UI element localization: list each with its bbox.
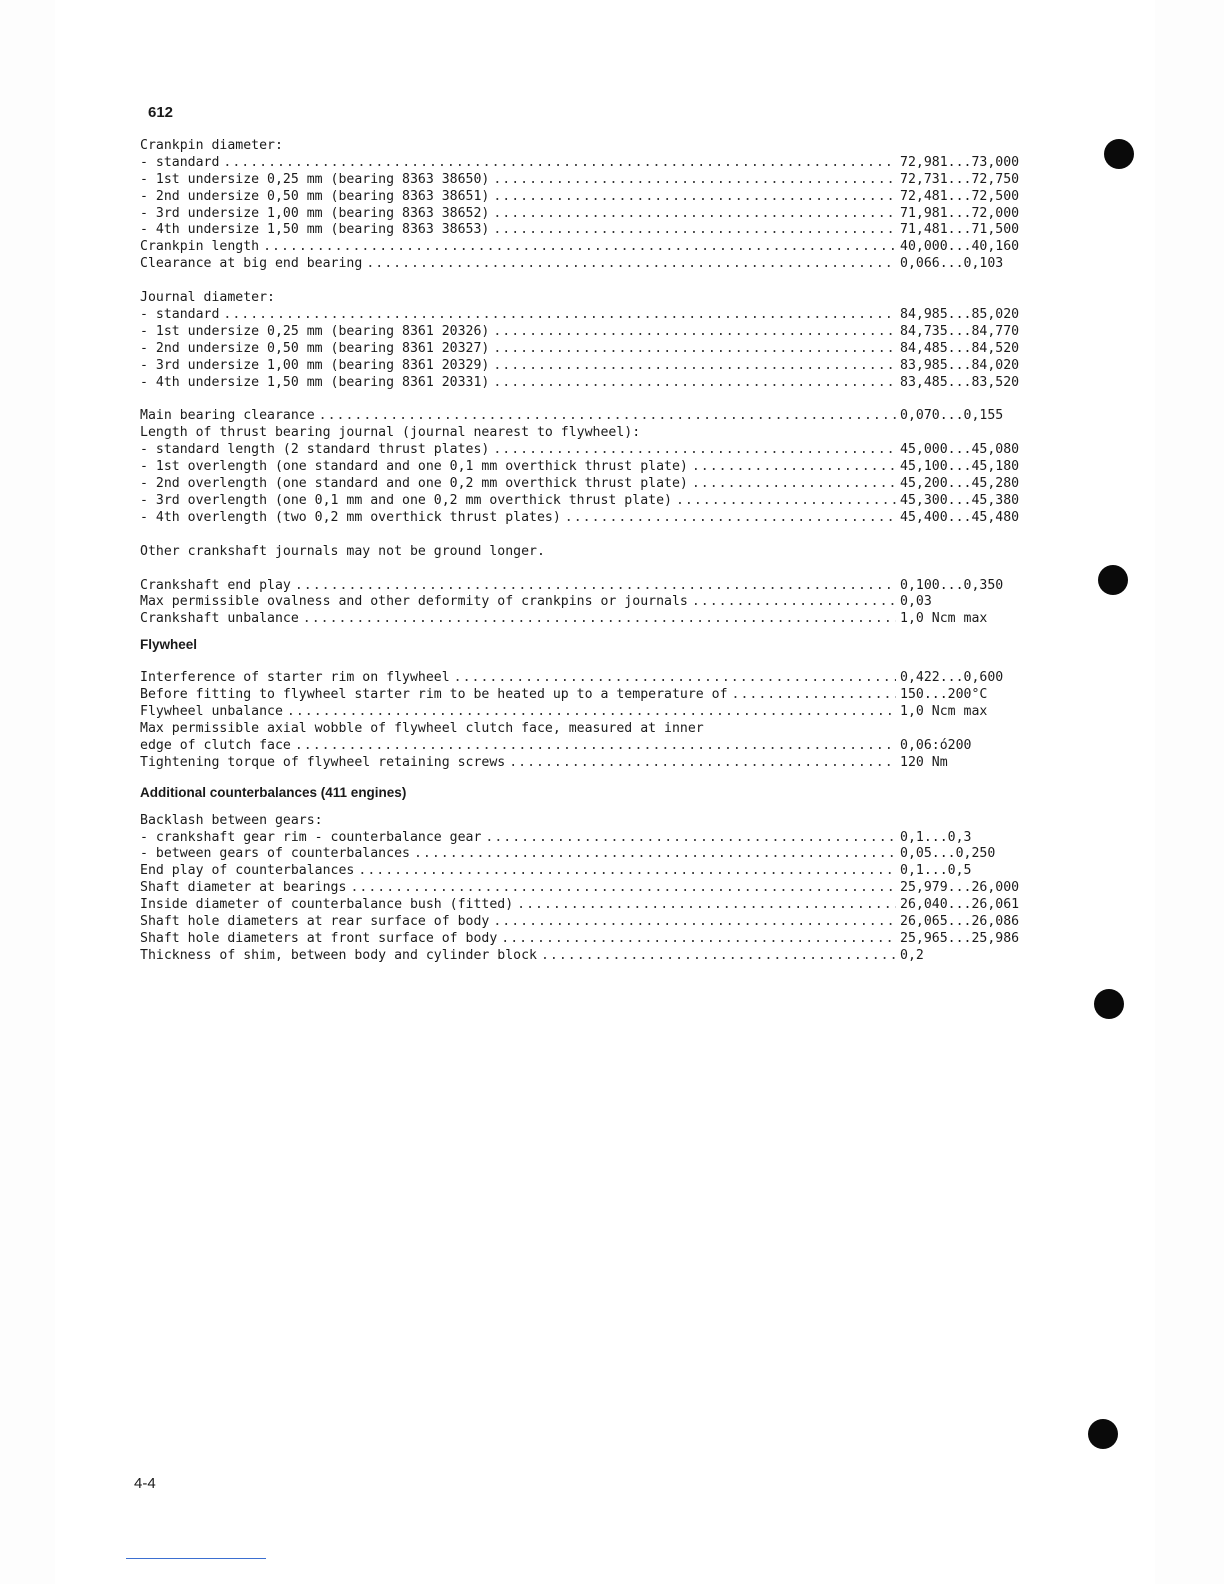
spec-row bbox=[140, 897, 1040, 914]
leader-dots bbox=[493, 914, 896, 931]
spec-value: 25,965...25,986 bbox=[900, 930, 1020, 946]
leader-dots bbox=[454, 670, 896, 687]
spec-row bbox=[140, 880, 1040, 897]
spec-row bbox=[140, 239, 1040, 256]
leader-dots bbox=[493, 172, 896, 189]
spec-row bbox=[140, 611, 1040, 628]
spec-value: 84,485...84,520 bbox=[900, 340, 1020, 356]
spec-row bbox=[140, 307, 1040, 324]
leader-dots bbox=[493, 375, 896, 392]
leader-dots bbox=[358, 863, 896, 880]
thrust-note: Other crankshaft journals may not be ground longer. bbox=[140, 543, 545, 559]
spec-label: - 4th overlength (two 0,2 mm overthick thrust plates) bbox=[140, 509, 561, 525]
leader-dots bbox=[493, 189, 896, 206]
spec-label: - standard length (2 standard thrust plates) bbox=[140, 442, 490, 458]
spec-row bbox=[140, 687, 1040, 704]
leader-dots bbox=[692, 476, 896, 493]
spec-value: 72,731...72,750 bbox=[900, 171, 1020, 187]
counterbalances-heading: Additional counterbalances (411 engines) bbox=[140, 784, 407, 800]
journal-spec-list bbox=[140, 307, 1040, 391]
spec-label: Shaft diameter at bearings bbox=[140, 880, 347, 896]
leader-dots bbox=[493, 341, 896, 358]
leader-dots bbox=[223, 155, 896, 172]
spec-label: Shaft hole diameters at front surface of body bbox=[140, 930, 498, 946]
flywheel-heading: Flywheel bbox=[140, 637, 198, 653]
spec-value: 45,200...45,280 bbox=[900, 476, 1020, 492]
spec-value: 45,400...45,480 bbox=[900, 509, 1020, 525]
spec-row bbox=[140, 931, 1040, 948]
spec-row bbox=[140, 914, 1040, 931]
spec-label: - 3rd undersize 1,00 mm (bearing 8361 20329) bbox=[140, 357, 490, 373]
leader-dots bbox=[509, 755, 896, 772]
spec-row bbox=[140, 172, 1040, 189]
thrust-spec-list bbox=[140, 442, 1040, 526]
spec-row bbox=[140, 863, 1040, 880]
spec-value: 1,0 Ncm max bbox=[900, 611, 988, 627]
spec-label: Before fitting to flywheel starter rim to be heated up to a temperature of bbox=[140, 687, 728, 703]
leader-dots bbox=[485, 830, 896, 847]
leader-dots bbox=[493, 442, 896, 459]
spec-value: 71,981...72,000 bbox=[900, 205, 1020, 221]
spec-row bbox=[140, 830, 1040, 847]
spec-label: - 2nd undersize 0,50 mm (bearing 8363 38651) bbox=[140, 188, 490, 204]
page-number: 4-4 bbox=[134, 1475, 156, 1492]
spec-label: Crankshaft unbalance bbox=[140, 611, 299, 627]
spec-label: - 2nd undersize 0,50 mm (bearing 8361 20327) bbox=[140, 340, 490, 356]
thrust-title: Length of thrust bearing journal (journal nearest to flywheel): bbox=[140, 425, 641, 441]
spec-value: 1,0 Ncm max bbox=[900, 704, 988, 720]
leader-dots bbox=[732, 687, 896, 704]
spec-label: - 4th undersize 1,50 mm (bearing 8361 20331) bbox=[140, 374, 490, 390]
leader-dots bbox=[692, 459, 896, 476]
spec-row bbox=[140, 510, 1040, 527]
spec-label: Main bearing clearance bbox=[140, 408, 315, 424]
spec-label: - 2nd overlength (one standard and one 0,2 mm overthick thrust plate) bbox=[140, 476, 688, 492]
spec-label: - 1st undersize 0,25 mm (bearing 8363 38650) bbox=[140, 171, 490, 187]
spec-label: Crankshaft end play bbox=[140, 577, 291, 593]
wobble-text: Max permissible axial wobble of flywheel clutch face, measured at inner bbox=[140, 720, 704, 736]
spec-value: 0,1...0,3 bbox=[900, 829, 972, 845]
leader-dots bbox=[517, 897, 896, 914]
spec-value: 0,03 bbox=[900, 594, 932, 610]
spec-label: - 1st overlength (one standard and one 0,1 mm overthick thrust plate) bbox=[140, 459, 688, 475]
spec-label: Inside diameter of counterbalance bush (fitted) bbox=[140, 897, 514, 913]
spec-label: - standard bbox=[140, 307, 220, 323]
spec-value: 0,100...0,350 bbox=[900, 577, 1004, 593]
spec-row bbox=[140, 846, 1040, 863]
leader-dots bbox=[692, 594, 896, 611]
spec-label: Interference of starter rim on flywheel bbox=[140, 670, 450, 686]
spec-label: Max permissible ovalness and other deformity of crankpins or journals bbox=[140, 594, 688, 610]
spec-label: - 3rd undersize 1,00 mm (bearing 8363 38652) bbox=[140, 205, 490, 221]
spec-row bbox=[140, 738, 1040, 755]
leader-dots bbox=[414, 846, 896, 863]
spec-label: - crankshaft gear rim - counterbalance gear bbox=[140, 829, 482, 845]
leader-dots bbox=[295, 738, 896, 755]
spec-row bbox=[140, 670, 1040, 687]
crankpin-spec-list bbox=[140, 155, 1040, 273]
backlash-title: Backlash between gears: bbox=[140, 812, 323, 828]
spec-label: Tightening torque of flywheel retaining screws bbox=[140, 754, 506, 770]
spec-row bbox=[140, 324, 1040, 341]
leader-dots bbox=[501, 931, 896, 948]
spec-value: 72,481...72,500 bbox=[900, 188, 1020, 204]
spec-row bbox=[140, 358, 1040, 375]
spec-label: - 3rd overlength (one 0,1 mm and one 0,2 mm overthick thrust plate) bbox=[140, 492, 672, 508]
leader-dots bbox=[350, 880, 896, 897]
spec-value: 26,040...26,061 bbox=[900, 897, 1020, 913]
footer-rule bbox=[126, 1558, 266, 1559]
spec-label: - 1st undersize 0,25 mm (bearing 8361 20326) bbox=[140, 323, 490, 339]
leader-dots bbox=[319, 408, 896, 425]
spec-row bbox=[140, 594, 1040, 611]
model-number: 612 bbox=[148, 104, 174, 121]
spec-value: 0,070...0,155 bbox=[900, 408, 1004, 424]
spec-content bbox=[140, 138, 1040, 965]
leader-dots bbox=[295, 578, 896, 595]
spec-row bbox=[140, 578, 1040, 595]
leader-dots bbox=[263, 239, 896, 256]
spec-label: Flywheel unbalance bbox=[140, 704, 283, 720]
spec-value: 45,300...45,380 bbox=[900, 492, 1020, 508]
leader-dots bbox=[287, 704, 896, 721]
leader-dots bbox=[493, 222, 896, 239]
spec-label: Clearance at big end bearing bbox=[140, 256, 363, 272]
spec-row bbox=[140, 375, 1040, 392]
leader-dots bbox=[493, 324, 896, 341]
punch-hole bbox=[1094, 989, 1124, 1019]
spec-value: 150...200°C bbox=[900, 687, 988, 703]
spec-value: 71,481...71,500 bbox=[900, 222, 1020, 238]
spec-value: 0,06:ó200 bbox=[900, 737, 972, 753]
leader-dots bbox=[366, 256, 896, 273]
spec-value: 26,065...26,086 bbox=[900, 913, 1020, 929]
spec-row bbox=[140, 155, 1040, 172]
leader-dots bbox=[676, 493, 896, 510]
spec-value: 72,981...73,000 bbox=[900, 154, 1020, 170]
flywheel-spec-list-2 bbox=[140, 738, 1040, 772]
spec-row bbox=[140, 341, 1040, 358]
spec-label: - 4th undersize 1,50 mm (bearing 8363 38653) bbox=[140, 222, 490, 238]
spec-value: 83,985...84,020 bbox=[900, 357, 1020, 373]
spec-label: Shaft hole diameters at rear surface of body bbox=[140, 913, 490, 929]
spec-label: Thickness of shim, between body and cylinder block bbox=[140, 947, 537, 963]
spec-row bbox=[140, 459, 1040, 476]
spec-value: 0,2 bbox=[900, 947, 924, 963]
spec-row bbox=[140, 256, 1040, 273]
leader-dots bbox=[223, 307, 896, 324]
spec-row bbox=[140, 189, 1040, 206]
spec-value: 25,979...26,000 bbox=[900, 880, 1020, 896]
spec-label: edge of clutch face bbox=[140, 737, 291, 753]
spec-value: 0,422...0,600 bbox=[900, 670, 1004, 686]
spec-row bbox=[140, 442, 1040, 459]
spec-row bbox=[140, 493, 1040, 510]
spec-value: 0,066...0,103 bbox=[900, 256, 1004, 272]
spec-row bbox=[140, 948, 1040, 965]
spec-value: 84,985...85,020 bbox=[900, 307, 1020, 323]
leader-dots bbox=[565, 510, 896, 527]
spec-label: End play of counterbalances bbox=[140, 863, 355, 879]
journal-title: Journal diameter: bbox=[140, 290, 275, 306]
flywheel-spec-list bbox=[140, 670, 1040, 721]
spec-value: 84,735...84,770 bbox=[900, 323, 1020, 339]
spec-row bbox=[140, 704, 1040, 721]
spec-value: 0,05...0,250 bbox=[900, 846, 996, 862]
leader-dots bbox=[303, 611, 896, 628]
spec-value: 83,485...83,520 bbox=[900, 374, 1020, 390]
spec-value: 45,000...45,080 bbox=[900, 442, 1020, 458]
spec-row bbox=[140, 408, 1040, 425]
crankshaft-spec-list bbox=[140, 578, 1040, 629]
spec-value: 0,1...0,5 bbox=[900, 863, 972, 879]
punch-hole bbox=[1104, 139, 1134, 169]
spec-label: - between gears of counterbalances bbox=[140, 846, 410, 862]
spec-value: 45,100...45,180 bbox=[900, 459, 1020, 475]
leader-dots bbox=[493, 206, 896, 223]
spec-row bbox=[140, 222, 1040, 239]
punch-hole bbox=[1098, 565, 1128, 595]
counterbalance-spec-list bbox=[140, 830, 1040, 965]
punch-hole bbox=[1088, 1419, 1118, 1449]
spec-label: - standard bbox=[140, 154, 220, 170]
crankpin-title: Crankpin diameter: bbox=[140, 138, 283, 153]
spec-row bbox=[140, 755, 1040, 772]
leader-dots bbox=[493, 358, 896, 375]
leader-dots bbox=[541, 948, 896, 965]
spec-value: 40,000...40,160 bbox=[900, 239, 1020, 255]
spec-value: 120 Nm bbox=[900, 754, 948, 770]
spec-row bbox=[140, 476, 1040, 493]
spec-row bbox=[140, 206, 1040, 223]
spec-label: Crankpin length bbox=[140, 239, 260, 255]
